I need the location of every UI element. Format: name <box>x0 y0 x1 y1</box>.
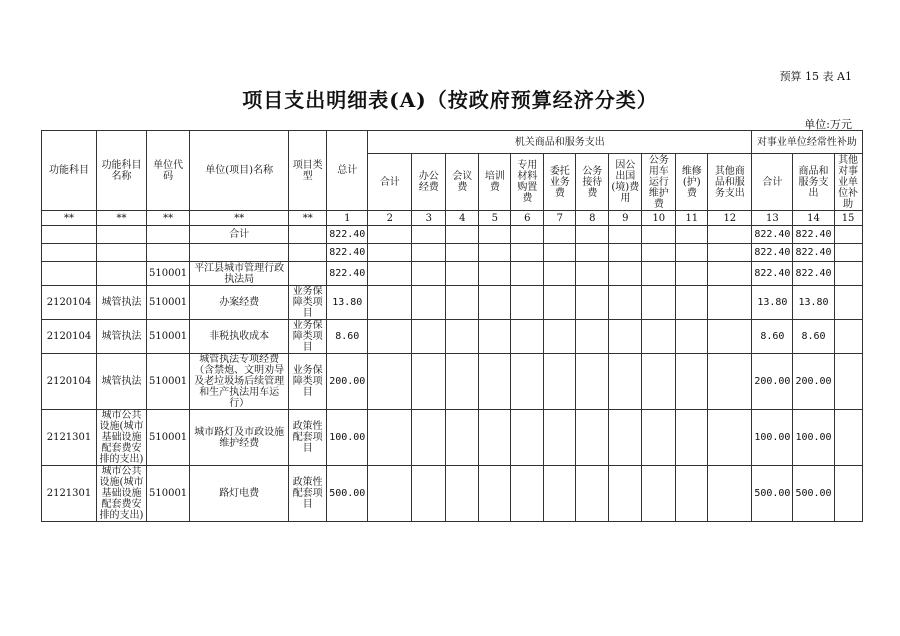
cell-g1 <box>676 244 708 262</box>
cell-g1 <box>446 410 479 466</box>
cell-g1 <box>642 320 676 354</box>
cell-total: 13.80 <box>327 286 368 320</box>
cell-g1 <box>609 226 642 244</box>
cell-g1 <box>676 286 708 320</box>
cell-g1 <box>412 320 446 354</box>
cell-unit-code <box>147 226 190 244</box>
cell-func-code: 2121301 <box>42 466 97 522</box>
cell-g2: 200.00 <box>793 354 834 410</box>
cell-g1 <box>412 466 446 522</box>
index-cell: 12 <box>708 211 752 226</box>
unit-label: 单位:万元 <box>804 118 852 131</box>
cell-project-type: 政策性配套项目 <box>289 410 327 466</box>
cell-g1 <box>708 286 752 320</box>
cell-g1 <box>368 354 412 410</box>
index-cell: 7 <box>544 211 576 226</box>
cell-unit-code: 510001 <box>147 286 190 320</box>
cell-g1 <box>368 226 412 244</box>
cell-g1 <box>412 226 446 244</box>
cell-g1 <box>412 354 446 410</box>
cell-func-name <box>97 226 147 244</box>
index-cell: 13 <box>752 211 793 226</box>
cell-g2: 100.00 <box>793 410 834 466</box>
cell-project-type: 政策性配套项目 <box>289 466 327 522</box>
cell-g1 <box>479 320 511 354</box>
cell-func-name: 城管执法 <box>97 354 147 410</box>
cell-g1 <box>642 286 676 320</box>
cell-g1 <box>511 244 544 262</box>
cell-g1 <box>544 410 576 466</box>
header-unit-name: 单位(项目)名称 <box>190 131 289 211</box>
table-row <box>42 286 863 320</box>
cell-g2 <box>834 410 862 466</box>
header-func-subject-name: 功能科目名称 <box>97 131 147 211</box>
header-g1-col: 维修(护)费 <box>676 154 708 211</box>
cell-g1 <box>576 226 609 244</box>
cell-g2 <box>834 226 862 244</box>
cell-g2: 13.80 <box>752 286 793 320</box>
cell-func-code: 2121301 <box>42 410 97 466</box>
cell-project-type <box>289 226 327 244</box>
cell-project-type <box>289 244 327 262</box>
cell-unit-code: 510001 <box>147 466 190 522</box>
cell-g2: 822.40 <box>752 226 793 244</box>
header-g1-col: 委托业务费 <box>544 154 576 211</box>
cell-unit-name: 合计 <box>190 226 289 244</box>
cell-func-code: 2120104 <box>42 320 97 354</box>
expenditure-table <box>41 130 863 522</box>
index-cell: 11 <box>676 211 708 226</box>
cell-g1 <box>642 354 676 410</box>
cell-g1 <box>479 286 511 320</box>
cell-total: 822.40 <box>327 244 368 262</box>
index-cell: ** <box>190 211 289 226</box>
cell-func-name: 城管执法 <box>97 320 147 354</box>
cell-g1 <box>576 286 609 320</box>
cell-g1 <box>511 320 544 354</box>
cell-g2 <box>834 466 862 522</box>
cell-project-type <box>289 262 327 286</box>
cell-total: 200.00 <box>327 354 368 410</box>
cell-g2: 822.40 <box>752 262 793 286</box>
cell-g2 <box>834 244 862 262</box>
cell-g1 <box>479 262 511 286</box>
index-cell: ** <box>42 211 97 226</box>
cell-unit-code: 510001 <box>147 354 190 410</box>
cell-g1 <box>446 226 479 244</box>
cell-g1 <box>576 410 609 466</box>
index-cell: 9 <box>609 211 642 226</box>
index-cell: 5 <box>479 211 511 226</box>
header-project-type: 项目类型 <box>289 131 327 211</box>
cell-unit-code: 510001 <box>147 262 190 286</box>
index-cell: 6 <box>511 211 544 226</box>
cell-g1 <box>708 410 752 466</box>
cell-g1 <box>676 466 708 522</box>
header-g1-col: 培训费 <box>479 154 511 211</box>
cell-g1 <box>446 286 479 320</box>
cell-g1 <box>642 466 676 522</box>
cell-g1 <box>544 466 576 522</box>
header-group-subsidy: 对事业单位经常性补助 <box>752 131 862 154</box>
cell-unit-name: 城管执法专项经费（含禁炮、文明劝导及老垃圾场后续管理和生产执法用车运行） <box>190 354 289 410</box>
table-row <box>42 226 863 244</box>
index-cell: 15 <box>834 211 862 226</box>
cell-g2: 13.80 <box>793 286 834 320</box>
cell-g1 <box>576 262 609 286</box>
cell-unit-name <box>190 244 289 262</box>
table-row <box>42 320 863 354</box>
header-g1-col: 会议费 <box>446 154 479 211</box>
cell-g1 <box>642 226 676 244</box>
cell-g1 <box>609 354 642 410</box>
header-group-office-goods: 机关商品和服务支出 <box>368 131 752 154</box>
cell-g1 <box>446 320 479 354</box>
cell-func-code: 2120104 <box>42 354 97 410</box>
cell-unit-code: 510001 <box>147 410 190 466</box>
cell-g1 <box>708 466 752 522</box>
cell-unit-name: 非税执收成本 <box>190 320 289 354</box>
header-g2-col: 其他对事业单位补助 <box>834 154 862 211</box>
cell-total: 8.60 <box>327 320 368 354</box>
cell-g1 <box>676 262 708 286</box>
cell-g2: 822.40 <box>793 262 834 286</box>
page-title: 项目支出明细表(A)（按政府预算经济分类） <box>242 88 658 112</box>
header-g1-col: 公务接待费 <box>576 154 609 211</box>
cell-g1 <box>479 410 511 466</box>
cell-g1 <box>676 320 708 354</box>
header-g2-col: 商品和服务支出 <box>793 154 834 211</box>
cell-g1 <box>642 262 676 286</box>
index-cell: 14 <box>793 211 834 226</box>
cell-func-name: 城管执法 <box>97 286 147 320</box>
cell-unit-code: 510001 <box>147 320 190 354</box>
cell-g1 <box>446 244 479 262</box>
header-g2-col: 合计 <box>752 154 793 211</box>
cell-project-type: 业务保障类项目 <box>289 354 327 410</box>
table-row <box>42 410 863 466</box>
header-unit-code: 单位代码 <box>147 131 190 211</box>
cell-g1 <box>708 226 752 244</box>
cell-unit-name: 城市路灯及市政设施维护经费 <box>190 410 289 466</box>
cell-g1 <box>479 354 511 410</box>
cell-func-name: 城市公共设施(城市基础设施配套费安排的支出) <box>97 410 147 466</box>
header-g1-col: 专用材料购置费 <box>511 154 544 211</box>
index-cell: 1 <box>327 211 368 226</box>
cell-g1 <box>708 244 752 262</box>
cell-g2: 100.00 <box>752 410 793 466</box>
cell-g2: 822.40 <box>752 244 793 262</box>
cell-total: 500.00 <box>327 466 368 522</box>
cell-g1 <box>511 410 544 466</box>
cell-g2: 200.00 <box>752 354 793 410</box>
table-reference: 预算 15 表 A1 <box>779 70 852 83</box>
cell-g1 <box>576 466 609 522</box>
cell-g1 <box>511 262 544 286</box>
table-row <box>42 354 863 410</box>
cell-g1 <box>576 244 609 262</box>
index-cell: 4 <box>446 211 479 226</box>
cell-g1 <box>368 286 412 320</box>
cell-g1 <box>368 320 412 354</box>
cell-g1 <box>479 226 511 244</box>
cell-g1 <box>412 286 446 320</box>
cell-func-name <box>97 262 147 286</box>
index-cell: 10 <box>642 211 676 226</box>
cell-g1 <box>446 262 479 286</box>
cell-func-name: 城市公共设施(城市基础设施配套费安排的支出) <box>97 466 147 522</box>
cell-g1 <box>511 226 544 244</box>
cell-g1 <box>412 262 446 286</box>
cell-g1 <box>609 286 642 320</box>
cell-total: 100.00 <box>327 410 368 466</box>
cell-g1 <box>446 354 479 410</box>
cell-g2: 8.60 <box>752 320 793 354</box>
cell-g1 <box>412 410 446 466</box>
cell-g1 <box>544 226 576 244</box>
cell-g1 <box>576 354 609 410</box>
cell-g1 <box>708 354 752 410</box>
cell-g2: 8.60 <box>793 320 834 354</box>
cell-g1 <box>676 354 708 410</box>
header-g1-col: 其他商品和服务支出 <box>708 154 752 211</box>
cell-g1 <box>676 226 708 244</box>
cell-g2 <box>834 320 862 354</box>
cell-g1 <box>609 244 642 262</box>
cell-func-code <box>42 262 97 286</box>
cell-unit-code <box>147 244 190 262</box>
cell-g1 <box>642 244 676 262</box>
table-row <box>42 244 863 262</box>
cell-g1 <box>544 262 576 286</box>
cell-project-type: 业务保障类项目 <box>289 320 327 354</box>
cell-g1 <box>511 466 544 522</box>
cell-g1 <box>511 286 544 320</box>
cell-func-code: 2120104 <box>42 286 97 320</box>
cell-g1 <box>368 466 412 522</box>
cell-unit-name: 平江县城市管理行政执法局 <box>190 262 289 286</box>
index-cell: 8 <box>576 211 609 226</box>
cell-g1 <box>412 244 446 262</box>
cell-g1 <box>368 262 412 286</box>
header-total: 总计 <box>327 131 368 211</box>
header-g1-col: 办公经费 <box>412 154 446 211</box>
header-g1-col: 因公出国(境)费用 <box>609 154 642 211</box>
cell-g2 <box>834 286 862 320</box>
index-cell: ** <box>289 211 327 226</box>
cell-g1 <box>708 262 752 286</box>
cell-g1 <box>544 320 576 354</box>
cell-func-code <box>42 244 97 262</box>
cell-func-name <box>97 244 147 262</box>
index-cell: 3 <box>412 211 446 226</box>
cell-project-type: 业务保障类项目 <box>289 286 327 320</box>
cell-g1 <box>511 354 544 410</box>
cell-g1 <box>609 466 642 522</box>
header-func-subject: 功能科目 <box>42 131 97 211</box>
cell-g1 <box>479 466 511 522</box>
cell-g1 <box>544 354 576 410</box>
index-cell: 2 <box>368 211 412 226</box>
cell-g2 <box>834 262 862 286</box>
cell-g1 <box>576 320 609 354</box>
cell-g2: 500.00 <box>752 466 793 522</box>
table-row <box>42 262 863 286</box>
cell-total: 822.40 <box>327 262 368 286</box>
cell-g1 <box>446 466 479 522</box>
cell-g1 <box>609 410 642 466</box>
cell-g1 <box>544 286 576 320</box>
cell-total: 822.40 <box>327 226 368 244</box>
cell-unit-name: 办案经费 <box>190 286 289 320</box>
cell-g1 <box>708 320 752 354</box>
cell-g2: 822.40 <box>793 226 834 244</box>
cell-g1 <box>368 410 412 466</box>
cell-g1 <box>544 244 576 262</box>
index-cell: ** <box>147 211 190 226</box>
table-row <box>42 466 863 522</box>
index-cell: ** <box>97 211 147 226</box>
cell-g1 <box>609 262 642 286</box>
cell-func-code <box>42 226 97 244</box>
header-g1-col: 合计 <box>368 154 412 211</box>
header-g1-col: 公务用车运行维护费 <box>642 154 676 211</box>
cell-g2: 500.00 <box>793 466 834 522</box>
cell-g1 <box>609 320 642 354</box>
cell-g1 <box>479 244 511 262</box>
cell-g1 <box>676 410 708 466</box>
cell-g2: 822.40 <box>793 244 834 262</box>
cell-g1 <box>642 410 676 466</box>
cell-g1 <box>368 244 412 262</box>
cell-unit-name: 路灯电费 <box>190 466 289 522</box>
cell-g2 <box>834 354 862 410</box>
